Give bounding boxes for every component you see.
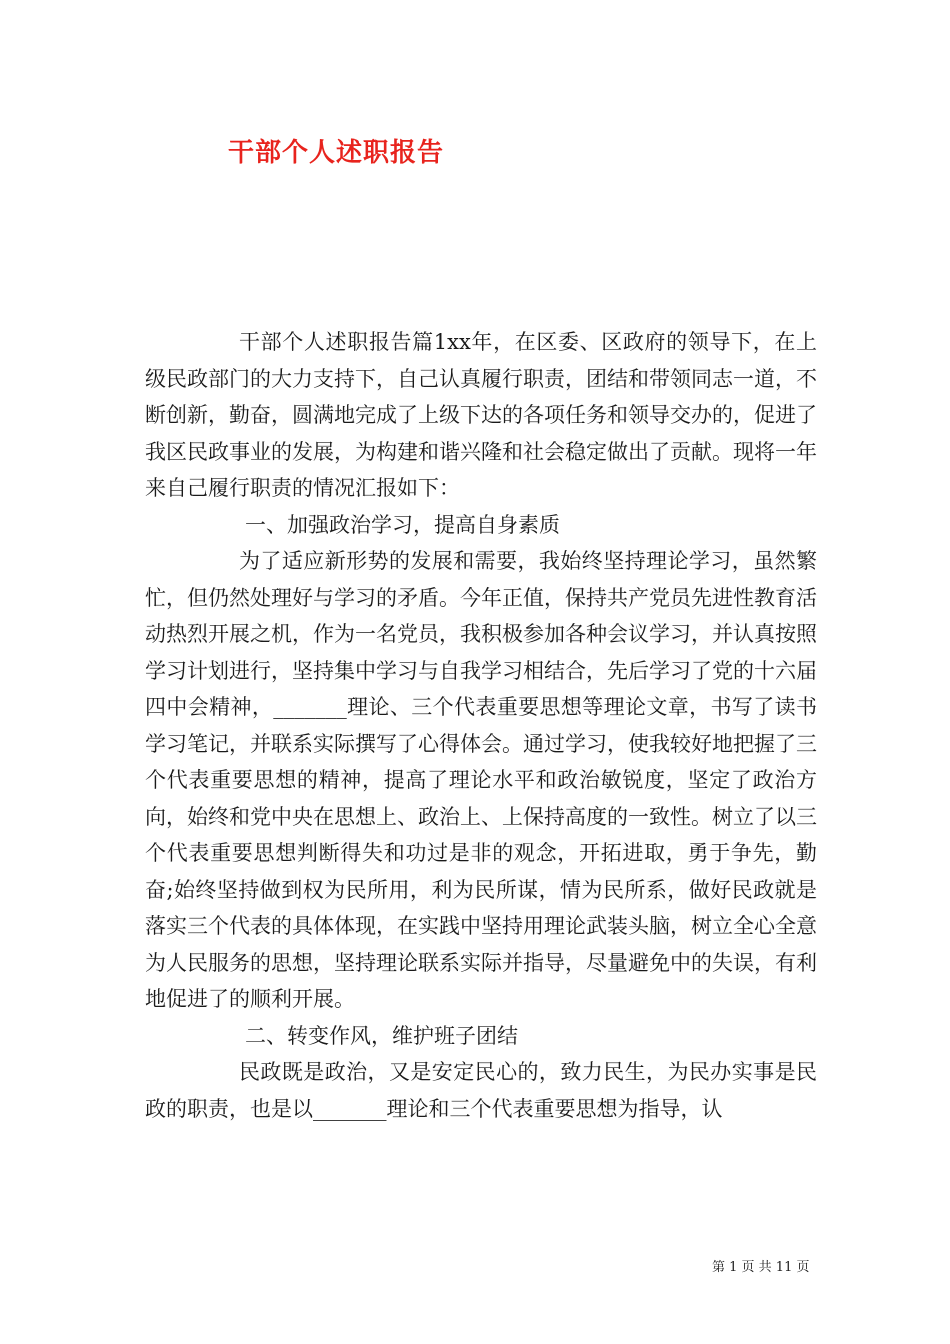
document-title: 干部个人述职报告 <box>228 138 445 168</box>
section-paragraph-2: 民政既是政治，又是安定民心的，致力民生，为民办实事是民政的职责，也是以_______理论和三个代表重要思想为指导，认 <box>145 1060 817 1121</box>
intro-paragraph: 干部个人述职报告篇1xx年，在区委、区政府的领导下，在上级民政部门的大力支持下，自己认真履行职责，团结和带领同志一道，不断创新，勤奋，圆满地完成了上级下达的各项任务和领导交办的，促进了我区民政事业的发展，为构建和谐兴隆和社会稳定做出了贡献。现将一年来自己履行职责的情况汇报如下： <box>145 330 817 500</box>
document-body <box>145 324 817 1127</box>
section-paragraph-1: 为了适应新形势的发展和需要，我始终坚持理论学习，虽然繁忙，但仍然处理好与学习的矛盾。今年正值，保持共产党员先进性教育活动热烈开展之机，作为一名党员，我积极参加各种会议学习，并认真按照学习计划进行，坚持集中学习与自我学习相结合，先后学习了党的十六届四中会精神，_______理论、三个代表重要思想等理论文章，书写了读书学习笔记，并联系实际撰写了心得体会。通过学习，使我较好地把握了三个代表重要思想的精神，提高了理论水平和政治敏锐度，坚定了政治方向，始终和党中央在思想上、政治上、上保持高度的一致性。树立了以三个代表重要思想判断得失和功过是非的观念，开拓进取，勇于争先，勤奋;始终坚持做到权为民所用，利为民所谋，情为民所系，做好民政就是落实三个代表的具体体现，在实践中坚持用理论武装头脑，树立全心全意为人民服务的思想，坚持理论联系实际并指导，尽量避免中的失误，有利地促进了的顺利开展。 <box>145 549 817 1011</box>
section-heading-2: 二、转变作风，维护班子团结 <box>245 1023 518 1048</box>
section-heading-1: 一、加强政治学习，提高自身素质 <box>245 512 560 537</box>
page-number-footer: 第 1 页 共 11 页 <box>712 1260 810 1275</box>
